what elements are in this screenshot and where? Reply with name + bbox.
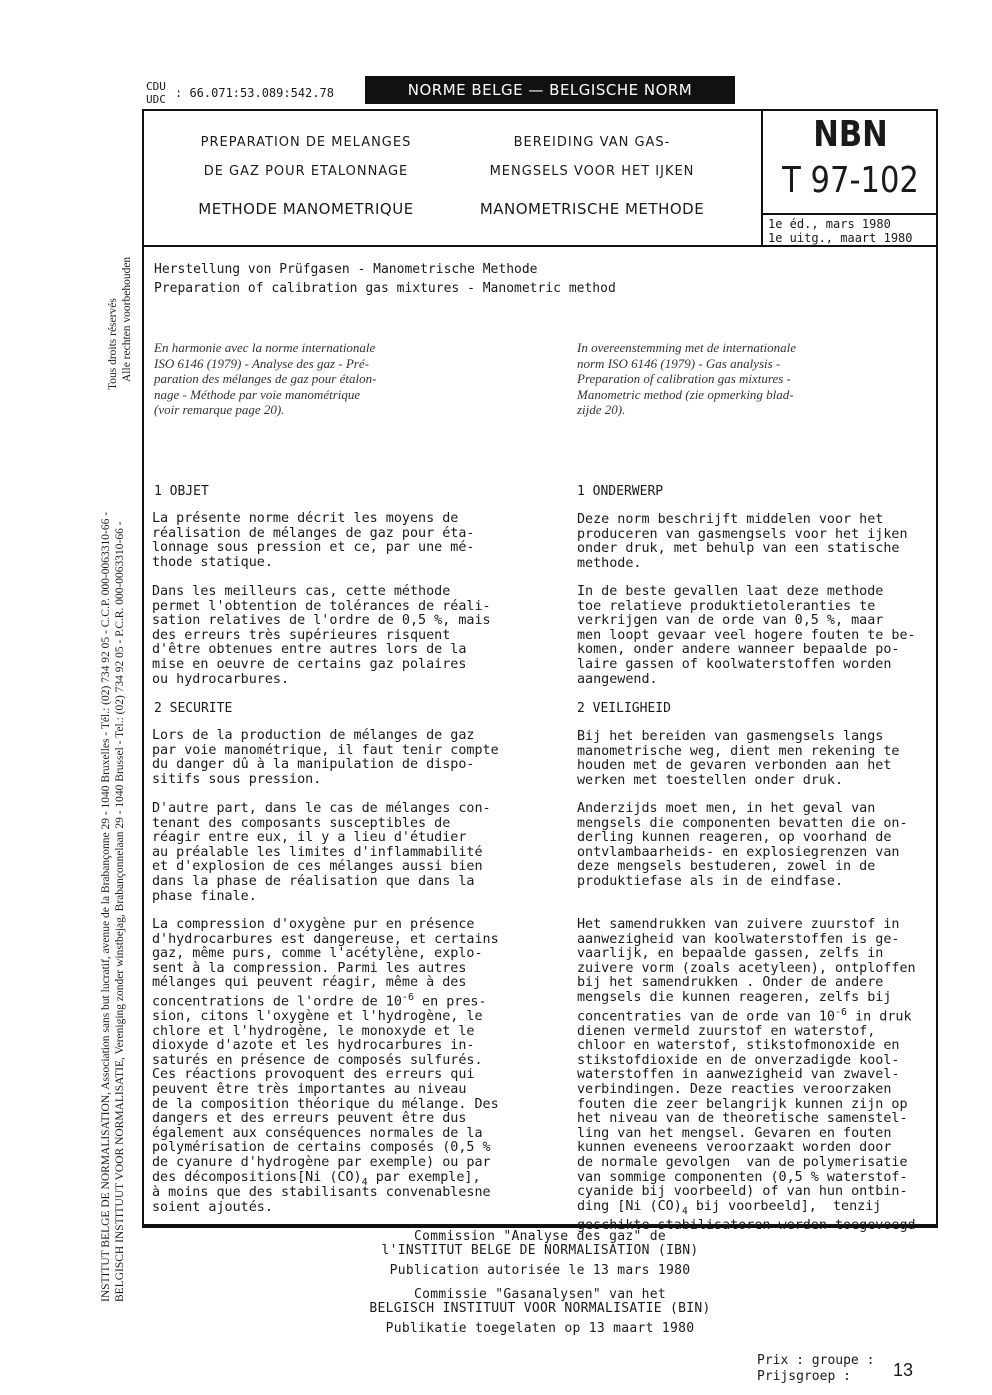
- code-box-divider: [761, 111, 763, 245]
- subtitle-en: Preparation of calibration gas mixtures - Manometric method: [154, 281, 616, 296]
- text-line: dienen vermeld zuurstof en waterstof,: [577, 1023, 876, 1039]
- text-line: kunnen eveneens veroorzaakt worden door: [577, 1140, 892, 1156]
- subscript: 4: [361, 1176, 368, 1188]
- text-line: sitifs sous pression.: [152, 771, 322, 787]
- text-line: ou hydrocarbures.: [152, 671, 290, 687]
- norm-banner: NORME BELGE — BELGISCHE NORM: [365, 76, 735, 104]
- harmony-fr-line: ISO 6146 (1979) - Analyse des gaz - Pré-: [154, 355, 369, 371]
- text-line: de la composition théorique du mélange. Des: [152, 1096, 499, 1112]
- price-group-label-fr: Prix : groupe :: [757, 1353, 875, 1368]
- text-line: van sommige componenten (0,5 % waterstof-: [577, 1169, 908, 1185]
- text-fragment: ding [Ni (CO): [577, 1198, 682, 1214]
- section-heading-objet: 1 OBJET: [154, 484, 209, 499]
- text-line: mengsels die kunnen reageren, zelfs bij: [577, 989, 892, 1005]
- text-line: sation relatives de l'ordre de 0,5 %, mais: [152, 613, 491, 629]
- text-line: verkrijgen van de orde van 0,5 %, maar: [577, 613, 884, 629]
- price-group-label-nl: Prijsgroep :: [757, 1369, 851, 1384]
- text-line: Ces réactions provoquent des erreurs qui: [152, 1067, 475, 1083]
- text-line: dans la phase de réalisation que dans la: [152, 873, 475, 889]
- text-line: sent à la compression. Parmi les autres: [152, 960, 467, 976]
- text-line: de cyanure d'hydrogène par exemple) ou par: [152, 1154, 491, 1170]
- fr-paragraph-5: [152, 918, 499, 1190]
- text-line: mise en oeuvre de certains gaz polaires: [152, 656, 467, 672]
- text-line: [577, 1200, 916, 1220]
- text-line: dangers et des erreurs peuvent être dus: [152, 1111, 467, 1127]
- fr-paragraph-1: [152, 512, 474, 570]
- text-line: produceren van gasmengsels voor het ijken: [577, 526, 908, 542]
- superscript: -6: [401, 991, 414, 1003]
- nl-paragraph-3: [577, 730, 899, 788]
- text-line: La présente norme décrit les moyens de: [152, 511, 459, 526]
- section-heading-onderwerp: 1 ONDERWERP: [577, 484, 664, 499]
- text-line: bij het samendrukken . Onder de andere: [577, 975, 884, 991]
- section-heading-veiligheid: 2 VEILIGHEID: [577, 701, 671, 716]
- sidebar-institute-fr: INSTITUT BELGE DE NORMALISATION, Association sans but lucratif, avenue de la Brabançonne 29 - 1040 Bruxelles - Tél.: (02) 734 92 05 - C.C.P. 000-0063310-66 -: [100, 511, 112, 1302]
- text-line: fouten die zeer belangrijk kunnen zijn op: [577, 1096, 908, 1112]
- text-fragment: in druk: [847, 1009, 912, 1025]
- footer-publication-nl: Publikatie toegelaten op 13 maart 1980: [385, 1321, 695, 1336]
- text-line: de normale gevolgen van de polymerisatie: [577, 1154, 908, 1170]
- text-line: ling van het mengsel. Gevaren en fouten: [577, 1125, 892, 1141]
- text-line: à moins que des stabilisants convenablesne: [152, 1185, 491, 1200]
- text-line: peuvent être très importantes au niveau: [152, 1082, 467, 1097]
- title-nl-line1: BEREIDING VAN GAS-: [513, 135, 671, 150]
- sidebar-rights-fr: Tous droits réservés: [107, 298, 119, 390]
- text-line: permet l'obtention de tolérances de réali-: [152, 598, 491, 614]
- text-line: geschikte stabilisatoren werden toegevoegd: [577, 1218, 916, 1234]
- text-line: Het samendrukken van zuivere zuurstof in: [577, 917, 900, 932]
- text-line: tenant des composants susceptibles de: [152, 815, 451, 831]
- title-nl-line3: MANOMETRISCHE METHODE: [479, 200, 705, 218]
- title-fr-line2: DE GAZ POUR ETALONNAGE: [203, 164, 409, 179]
- text-line: houden met de gevaren verbonden aan het: [577, 758, 892, 774]
- nl-paragraph-1: [577, 513, 908, 571]
- text-line: derling kunnen reageren, op voorhand de: [577, 830, 892, 846]
- text-line: et d'explosion de ces mélanges aussi bien: [152, 859, 483, 875]
- nl-paragraph-2: [577, 585, 916, 687]
- text-line: [577, 1006, 916, 1025]
- fr-paragraph-6: [152, 1186, 491, 1215]
- sidebar-institute-nl: BELGISCH INSTITUUT VOOR NORMALISATIE, Vereniging zonder winstbejag, Brabançonnelaan 29 - 1040 Brussel - Tel.: (02) 734 92 05 - P.C.R. 000-0063310-66 -: [114, 521, 126, 1302]
- text-line: chlore et l'hydrogène, le monoxyde et le: [152, 1023, 475, 1039]
- cdu-label: CDU: [146, 80, 166, 93]
- text-line: verbindingen. Deze reacties veroorzaken: [577, 1082, 892, 1097]
- text-line: d'hydrocarbures est dangereuse, et certains: [152, 931, 499, 947]
- text-line: Bij het bereiden van gasmengsels langs: [577, 729, 884, 744]
- harmony-fr-line: En harmonie avec la norme internationale: [154, 340, 376, 355]
- subscript: 4: [681, 1205, 688, 1217]
- text-line: het niveau van de theoretische samenstel-: [577, 1111, 908, 1127]
- text-line: [152, 991, 499, 1010]
- text-line: des erreurs très supérieures risquent: [152, 627, 451, 643]
- text-line: mengsels die componenten bevatten die on-: [577, 815, 908, 831]
- harmony-nl-line: In overeenstemming met de internationale: [577, 340, 797, 355]
- text-line: komen, onder andere wanneer bepaalde po-: [577, 642, 900, 658]
- section-heading-securite: 2 SECURITE: [154, 701, 233, 716]
- footer-commission-fr: Commission "Analyse des gaz" de: [414, 1229, 666, 1244]
- text-fragment: en pres-: [413, 994, 487, 1010]
- harmony-nl-line: Manometric method (zie opmerking blad-: [577, 386, 794, 402]
- harmony-fr: [154, 340, 376, 418]
- text-line: Dans les meilleurs cas, cette méthode: [152, 584, 451, 599]
- text-line: waterstoffen in aanwezigheid van zwavel-: [577, 1067, 900, 1083]
- text-line: methode.: [577, 555, 642, 571]
- standard-code-line2: T 97-102: [782, 160, 919, 201]
- superscript: -6: [834, 1006, 848, 1018]
- text-line: soient ajoutés.: [152, 1199, 273, 1215]
- text-line: deze mengsels bestuderen, zowel in de: [577, 859, 876, 875]
- sidebar-rights-nl: Alle rechten voorbehouden: [121, 256, 133, 382]
- text-line: toe relatieve produktietoleranties te: [577, 598, 876, 614]
- text-line: réalisation de mélanges de gaz pour éta-: [152, 525, 475, 541]
- nl-paragraph-5: [577, 918, 916, 1234]
- text-line: zuivere vorm (zoals acetyleen), ontploffen: [577, 960, 916, 976]
- text-line: d'être obtenues entre autres lors de la: [152, 642, 467, 658]
- harmony-fr-line: (voir remarque page 20).: [154, 402, 285, 417]
- text-line: werken met toestellen onder druk.: [577, 772, 844, 788]
- text-line: dioxyde d'azote et les hydrocarbures in-: [152, 1038, 475, 1054]
- text-line: lonnage sous pression et ce, par une mé-: [152, 540, 475, 556]
- subtitle-de: Herstellung von Prüfgasen - Manometrische Methode: [154, 262, 538, 277]
- text-line: In de beste gevallen laat deze methode: [577, 584, 884, 599]
- text-line: Deze norm beschrijft middelen voor het: [577, 512, 884, 527]
- edition-fr: 1e éd., mars 1980: [768, 217, 891, 231]
- text-line: mélanges qui peuvent réagir, même à des: [152, 975, 467, 991]
- udc-label: UDC: [146, 93, 166, 106]
- harmony-nl-line: zijde 20).: [577, 402, 626, 417]
- fr-paragraph-2: [152, 585, 491, 687]
- text-fragment: des décompositions[Ni (CO): [152, 1169, 362, 1185]
- text-line: vaarlijk, en bepaalde gassen, zelfs in: [577, 946, 884, 962]
- text-line: du danger dû à la manipulation de dispo-: [152, 757, 475, 773]
- text-line: produktiefase als in de eindfase.: [577, 873, 844, 889]
- text-line: réagir entre eux, il y a lieu d'étudier: [152, 830, 467, 846]
- text-line: saturés en présence de composés sulfurés.: [152, 1052, 483, 1068]
- text-fragment: par exemple],: [367, 1169, 481, 1185]
- text-fragment: concentraties van de orde van 10: [577, 1009, 835, 1025]
- text-line: sion, citons l'oxygène et l'hydrogène, le: [152, 1009, 483, 1025]
- text-line: men loopt gevaar veel hogere fouten te be-: [577, 627, 916, 643]
- title-fr-line1: PREPARATION DE MELANGES: [200, 135, 412, 150]
- text-fragment: concentrations de l'ordre de 10: [152, 994, 402, 1010]
- text-line: thode statique.: [152, 554, 273, 570]
- harmony-nl: [577, 340, 796, 418]
- text-line: aangewend.: [577, 671, 658, 687]
- nl-paragraph-4: [577, 802, 908, 890]
- text-line: Lors de la production de mélanges de gaz: [152, 728, 475, 743]
- classification-number: : 66.071:53.089:542.78: [175, 86, 334, 100]
- text-line: phase finale.: [152, 888, 257, 904]
- text-line: au préalable les limites d'inflammabilité: [152, 844, 483, 860]
- text-line: par voie manométrique, il faut tenir compte: [152, 742, 499, 758]
- edition-divider: [763, 213, 938, 215]
- footer-institute-fr: l'INSTITUT BELGE DE NORMALISATION (IBN): [381, 1243, 699, 1258]
- text-line: également aux conséquences normales de la: [152, 1125, 483, 1141]
- text-line: onder druk, met behulp van een statische: [577, 541, 900, 557]
- footer-publication-fr: Publication autorisée le 13 mars 1980: [389, 1263, 691, 1278]
- standard-code-line1: NBN: [813, 114, 888, 155]
- text-line: stikstofdioxide en de onverzadigde kool-: [577, 1052, 900, 1068]
- text-line: D'autre part, dans le cas de mélanges con-: [152, 801, 491, 816]
- text-line: ontvlambaarheids- en explosiegrenzen van: [577, 844, 900, 860]
- harmony-nl-line: norm ISO 6146 (1979) - Gas analysis -: [577, 355, 781, 371]
- fr-paragraph-4: [152, 802, 491, 904]
- footer-commission-nl: Commissie "Gasanalysen" van het: [414, 1287, 666, 1302]
- footer-institute-nl: BELGISCH INSTITUUT VOOR NORMALISATIE (BIN): [369, 1301, 711, 1316]
- edition-nl: 1e uitg., maart 1980: [768, 231, 913, 245]
- text-line: aanwezigheid van koolwaterstoffen is ge-: [577, 931, 900, 947]
- text-line: polymérisation de certains composés (0,5 %: [152, 1140, 491, 1156]
- header-divider: [144, 245, 938, 247]
- title-fr-line3: METHODE MANOMETRIQUE: [198, 200, 414, 218]
- harmony-fr-line: paration des mélanges de gaz pour étalon-: [154, 371, 377, 386]
- text-fragment: bij voorbeeld], tenzij: [687, 1198, 882, 1214]
- text-line: Anderzijds moet men, in het geval van: [577, 801, 876, 816]
- fr-paragraph-3: [152, 729, 499, 787]
- text-line: gaz, même purs, comme l'acétylène, explo-: [152, 946, 483, 962]
- title-nl-line2: MENGSELS VOOR HET IJKEN: [489, 164, 695, 179]
- text-line: manometrische weg, dient men rekening te: [577, 743, 900, 759]
- text-line: cyanide bij voorbeeld) of van hun ontbin-: [577, 1184, 908, 1200]
- text-line: chloor en waterstof, stikstofmonoxide en: [577, 1038, 900, 1054]
- text-line: laire gassen of koolwaterstoffen worden: [577, 656, 892, 672]
- price-group-value: 13: [893, 1360, 914, 1380]
- text-line: La compression d'oxygène pur en présence: [152, 917, 475, 932]
- harmony-fr-line: nage - Méthode par voie manométrique: [154, 386, 361, 402]
- harmony-nl-line: Preparation of calibration gas mixtures -: [577, 371, 791, 386]
